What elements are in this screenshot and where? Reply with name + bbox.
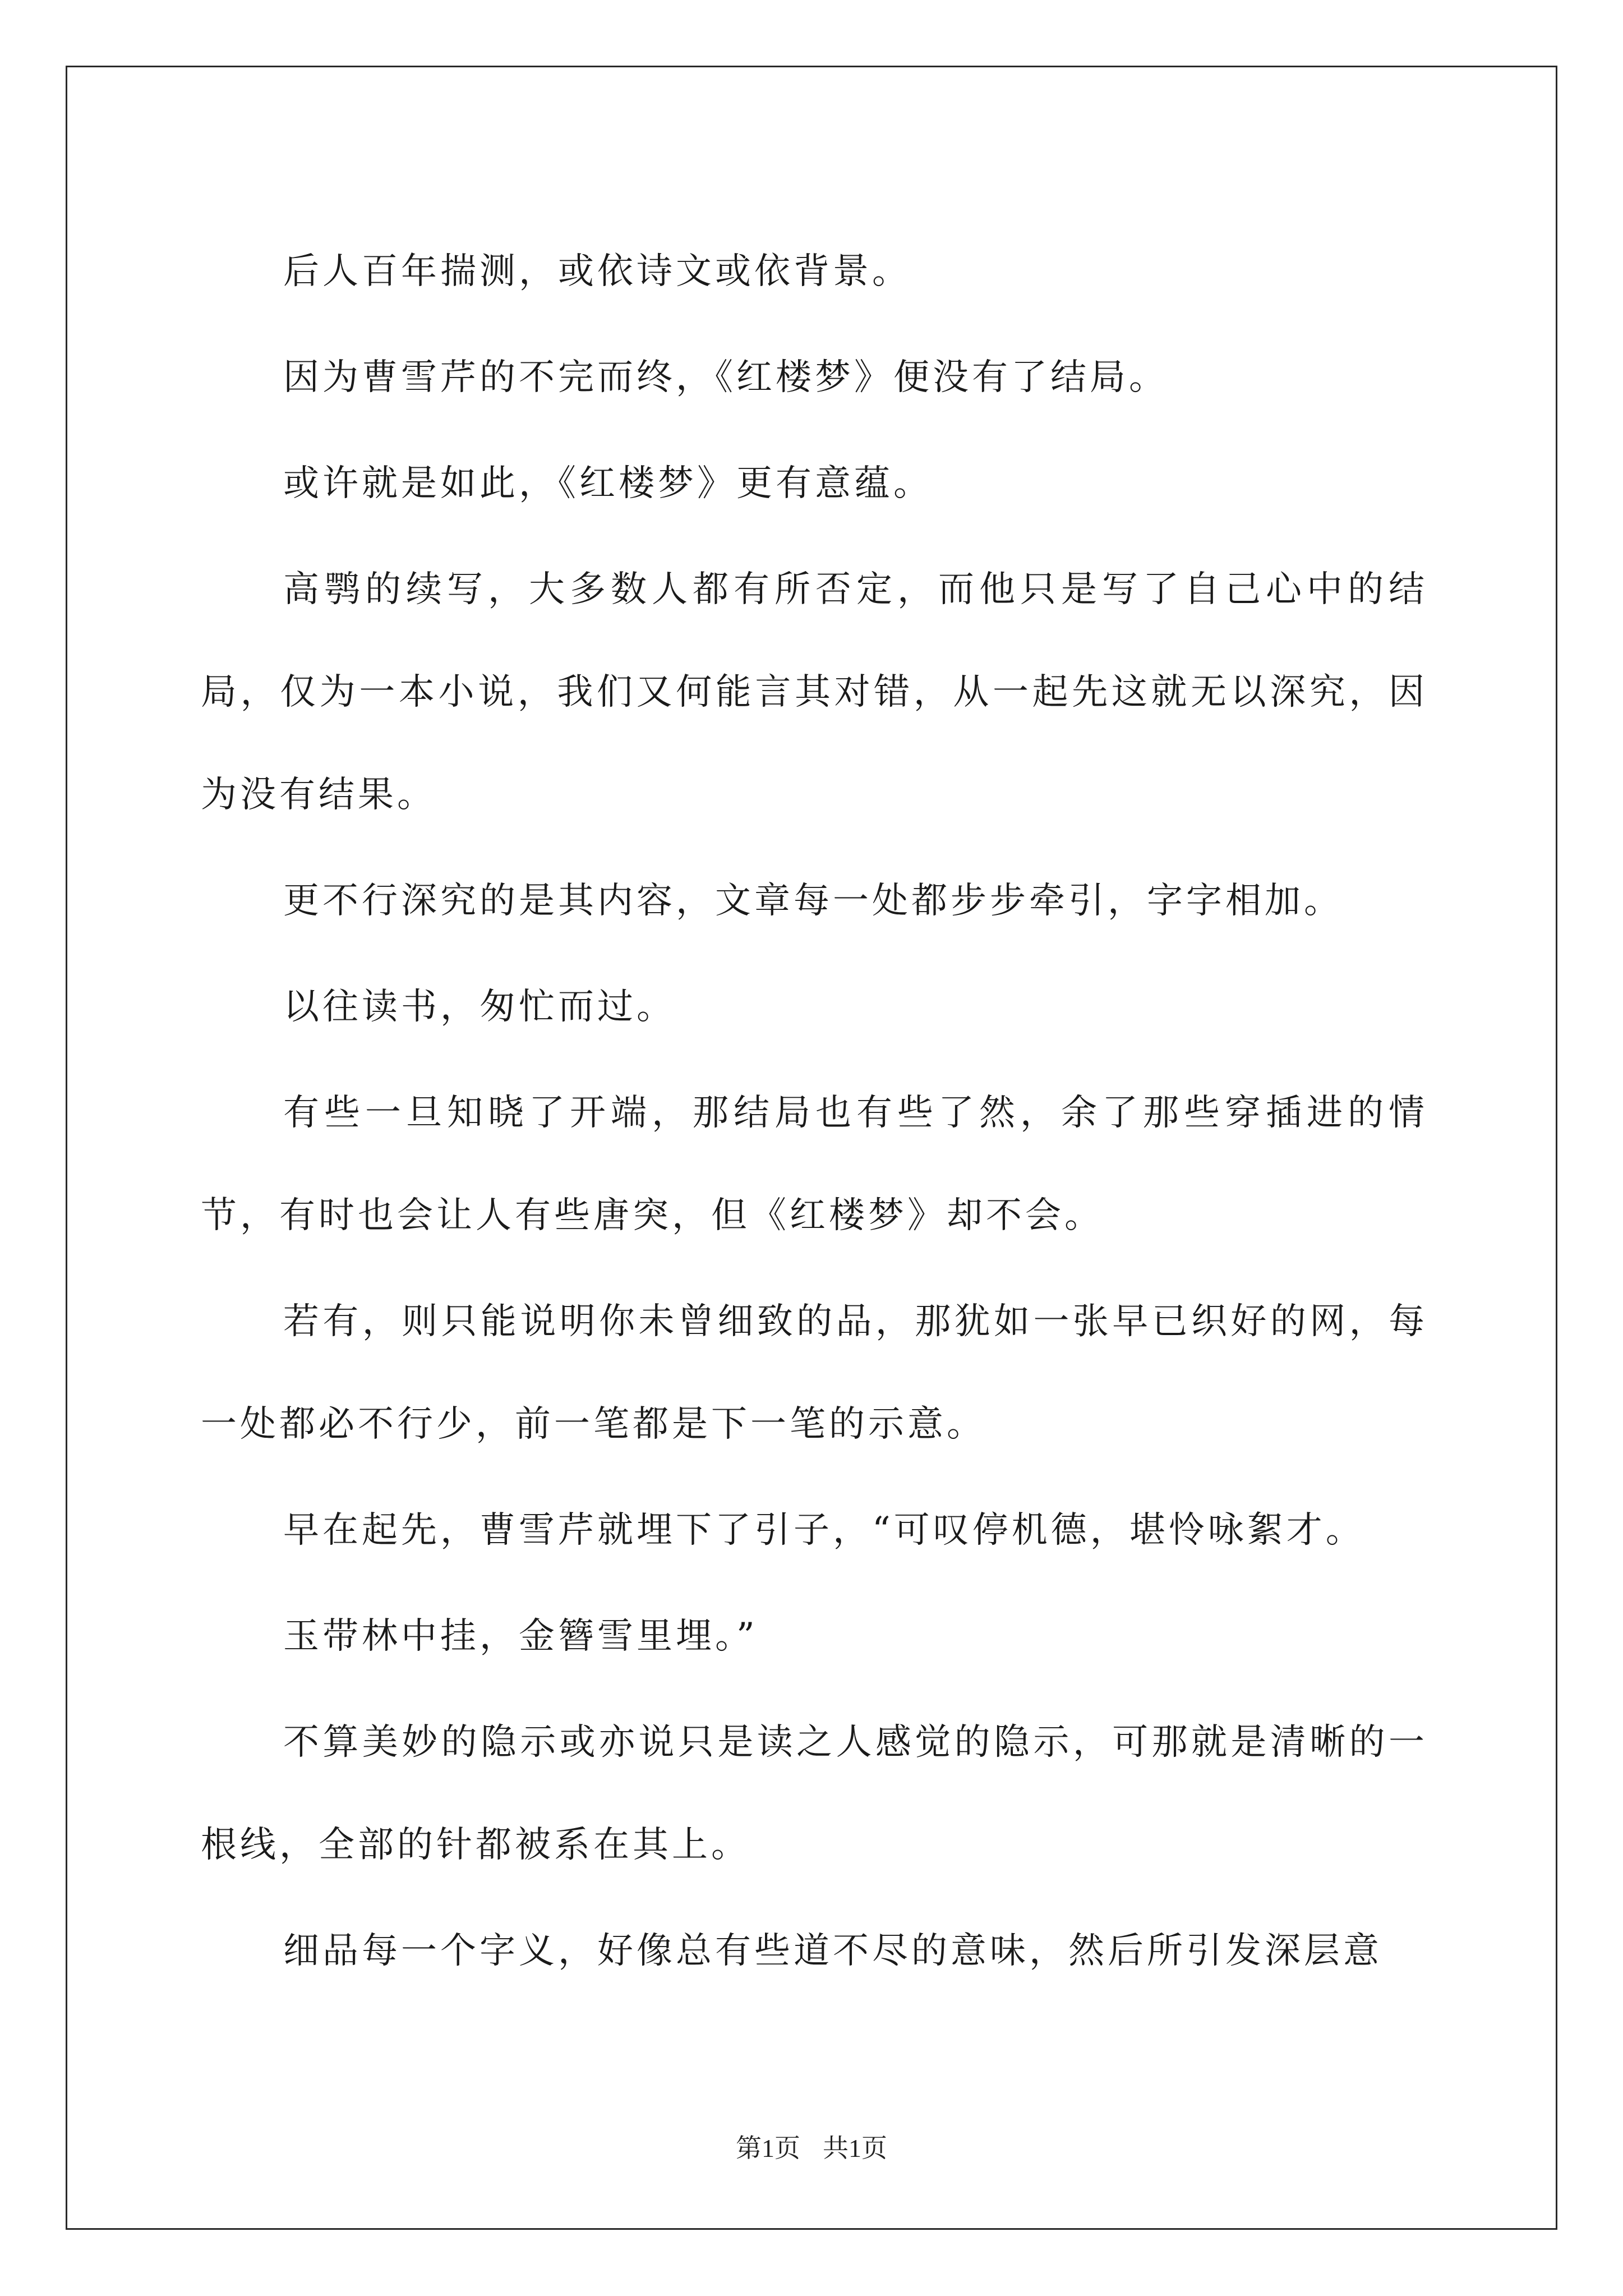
page-number: 第1页: [736, 2134, 800, 2162]
document-body: [201, 220, 1428, 2006]
paragraph-5: 更不行深究的是其内容，文章每一处都步步牵引，字字相加。: [283, 880, 1343, 922]
paragraph-1: 后人百年揣测，或依诗文或依背景。: [283, 251, 911, 292]
paragraph-8: 若有，则只能说明你未曾细致的品，那犹如一张早已织好的网，每一处都必不行少，前一笔都是下一笔的示意。: [201, 1301, 1428, 1445]
paragraph-2: 因为曹雪芹的不完而终，《红楼梦》便没有了结局。: [283, 357, 1168, 398]
paragraph-10: 玉带林中挂，金簪雪里埋。”: [283, 1616, 758, 1657]
paragraph-6: 以往读书，匆忙而过。: [283, 986, 676, 1028]
paragraph-4: 高鹗的续写，大多数人都有所否定，而他只是写了自己心中的结局，仅为一本小说，我们又何能言其对错，从一起先这就无以深究，因为没有结果。: [201, 569, 1428, 816]
page-footer: [0, 2132, 1623, 2165]
paragraph-11: 不算美妙的隐示或亦说只是读之人感觉的隐示，可那就是清晰的一根线，全部的针都被系在其上。: [201, 1722, 1428, 1866]
paragraph-12: 细品每一个字义，好像总有些道不尽的意味，然后所引发深层意: [283, 1930, 1382, 1972]
paragraph-3: 或许就是如此，《红楼梦》更有意蕴。: [283, 463, 933, 504]
page-total: 共1页: [823, 2134, 887, 2162]
paragraph-9: 早在起先，曹雪芹就埋下了引子，“可叹停机德，堪怜咏絮才。: [283, 1510, 1365, 1551]
paragraph-7: 有些一旦知晓了开端，那结局也有些了然，余了那些穿插进的情节，有时也会让人有些唐突，但《红楼梦》却不会。: [201, 1092, 1428, 1236]
